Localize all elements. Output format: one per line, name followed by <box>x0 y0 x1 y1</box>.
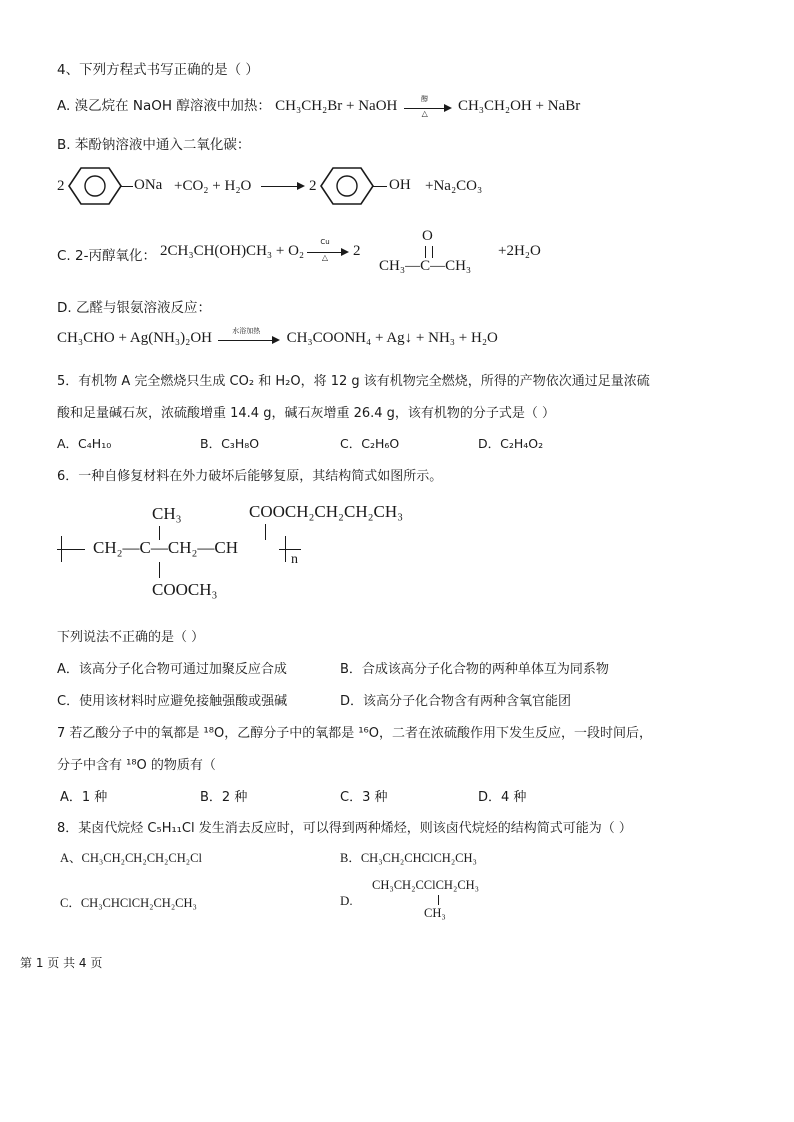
q4-d-eq-left: CH₃CHO + Ag(NH₃)₂OH <box>57 330 212 346</box>
q8-option-c: C．CH₃CHClCH₂CH₂CH₃ <box>60 896 197 910</box>
q4-stem: 4、下列方程式书写正确的是（ ） <box>57 62 259 78</box>
q4-b-coef2: 2 <box>309 178 317 194</box>
q5-option-d: D．C₂H₄O₂ <box>478 436 544 451</box>
bond-line <box>265 524 266 540</box>
q4-c-text: C. 2-丙醇氧化： <box>57 248 156 264</box>
q7-option-a: A．1 种 <box>60 790 108 805</box>
q4-b-oh: OH <box>389 177 411 193</box>
q4-d-equation <box>57 326 498 347</box>
reaction-arrow <box>261 178 305 192</box>
q8-stem: 8．某卤代烷烃 C₅H₁₁Cl 发生消去反应时，可以得到两种烯烃，则该卤代烷烃的结构简式可能为（ ） <box>57 821 632 836</box>
q6-ch3-top: CH₃ <box>152 504 182 523</box>
benzene-ring-icon <box>67 164 123 208</box>
q6-polymer-structure <box>57 500 457 610</box>
q4-c-coef: 2 <box>353 243 361 259</box>
benzene-ring-icon <box>319 164 375 208</box>
bracket-right <box>285 536 286 562</box>
q7-option-c: C．3 种 <box>340 790 388 805</box>
bond-line <box>279 549 301 550</box>
bond-line <box>121 186 133 187</box>
reaction-arrow <box>218 326 280 346</box>
q8-option-d-branch: CH₃ <box>424 906 446 920</box>
bond-line <box>159 562 160 578</box>
q7-option-d: D．4 种 <box>478 790 527 805</box>
q6-option-b: B．合成该高分子化合物的两种单体互为同系物 <box>340 662 609 677</box>
q6-option-a: A．该高分子化合物可通过加聚反应合成 <box>57 662 287 677</box>
reaction-arrow <box>404 94 452 118</box>
q4-b-coef1: 2 <box>57 178 65 194</box>
bond-line <box>438 895 439 905</box>
q4-d-eq-right: CH₃COONH₄ + Ag↓ + NH₃ + H₂O <box>286 330 498 346</box>
q4-c-condition-bottom: △ <box>321 253 329 262</box>
q6-sub-stem: 下列说法不正确的是（ ） <box>57 630 205 645</box>
q6-subscript-n: n <box>291 552 298 567</box>
q4-c-chain: CH₃—C—CH₃ <box>379 258 472 274</box>
q4-b-ona: ONa <box>134 177 163 193</box>
q8-option-d-top: CH₃CH₂CClCH₂CH₃ <box>372 878 480 892</box>
q8-option-d-label: D. <box>340 893 353 908</box>
q4-a-eq-right: CH₃CH₂OH + NaBr <box>457 98 581 114</box>
q4-a-condition-top: 醇 <box>421 94 429 103</box>
q6-stem: 6．一种自修复材料在外力破坏后能够复原，其结构简式如图所示。 <box>57 469 443 484</box>
reaction-arrow <box>307 238 349 262</box>
q5-stem-line1: 5．有机物 A 完全燃烧只生成 CO₂ 和 H₂O，将 12 g 该有机物完全燃烧，所得的产物依次通过足量浓硫 <box>57 374 650 389</box>
bond-line <box>57 549 85 550</box>
q7-stem-line1: 7 若乙酸分子中的氧都是 ¹⁸O，乙醇分子中的氧都是 ¹⁶O，二者在浓硫酸作用下发生反应，一段时间后， <box>57 726 652 741</box>
q4-option-d: D. 乙醛与银氨溶液反应： <box>57 300 211 316</box>
q4-option-c <box>57 230 577 280</box>
q4-a-eq-left: CH₃CH₂Br + NaOH <box>275 98 398 114</box>
q4-c-condition-top: Cu <box>320 238 330 246</box>
q6-backbone: CH₂—C—CH₂—CH <box>93 538 239 557</box>
bond-line <box>373 186 387 187</box>
q4-a-condition-bottom: △ <box>421 108 428 118</box>
q4-b-tail: +Na₂CO₃ <box>425 178 483 194</box>
q5-option-a: A．C₄H₁₀ <box>57 436 112 451</box>
q4-option-b: B. 苯酚钠溶液中通入二氧化碳： <box>57 137 251 153</box>
q4-c-tail: +2H₂O <box>498 243 541 259</box>
q4-d-condition-top: 水浴加热 <box>232 326 261 335</box>
q4-option-a <box>57 94 581 118</box>
double-bond-icon <box>425 246 433 258</box>
q5-option-c: C．C₂H₆O <box>340 436 400 451</box>
q7-option-b: B．2 种 <box>200 790 248 805</box>
q6-option-d: D．该高分子化合物含有两种含氧官能团 <box>340 694 572 709</box>
q4-a-text: 溴乙烷在 NaOH 醇溶液中加热： <box>74 98 271 114</box>
q5-stem-line2: 酸和足量碱石灰，浓硫酸增重 14.4 g，碱石灰增重 26.4 g，该有机物的分子式是（ ） <box>57 406 556 421</box>
page-footer: 第 1 页 共 4 页 <box>20 956 103 970</box>
q8-option-b: B．CH₃CH₂CHClCH₂CH₃ <box>340 851 477 865</box>
q4-b-equation <box>57 164 537 208</box>
q6-ester-top: COOCH₂CH₂CH₂CH₃ <box>249 502 404 521</box>
q5-option-b: B．C₃H₈O <box>200 436 260 451</box>
q8-option-a: A、CH₃CH₂CH₂CH₂CH₂Cl <box>60 851 202 865</box>
q6-option-c: C．使用该材料时应避免接触强酸或强碱 <box>57 694 288 709</box>
q4-c-eq-left: 2CH₃CH(OH)CH₃ + O₂ <box>160 243 305 259</box>
q6-cooch3: COOCH₃ <box>152 580 218 599</box>
q7-stem-line2: 分子中含有 ¹⁸O 的物质有（ <box>57 758 216 773</box>
q4-b-mid: +CO₂ + H₂O <box>174 178 252 194</box>
q4-a-label: A. <box>57 98 71 114</box>
q4-c-oxygen: O <box>422 228 433 244</box>
